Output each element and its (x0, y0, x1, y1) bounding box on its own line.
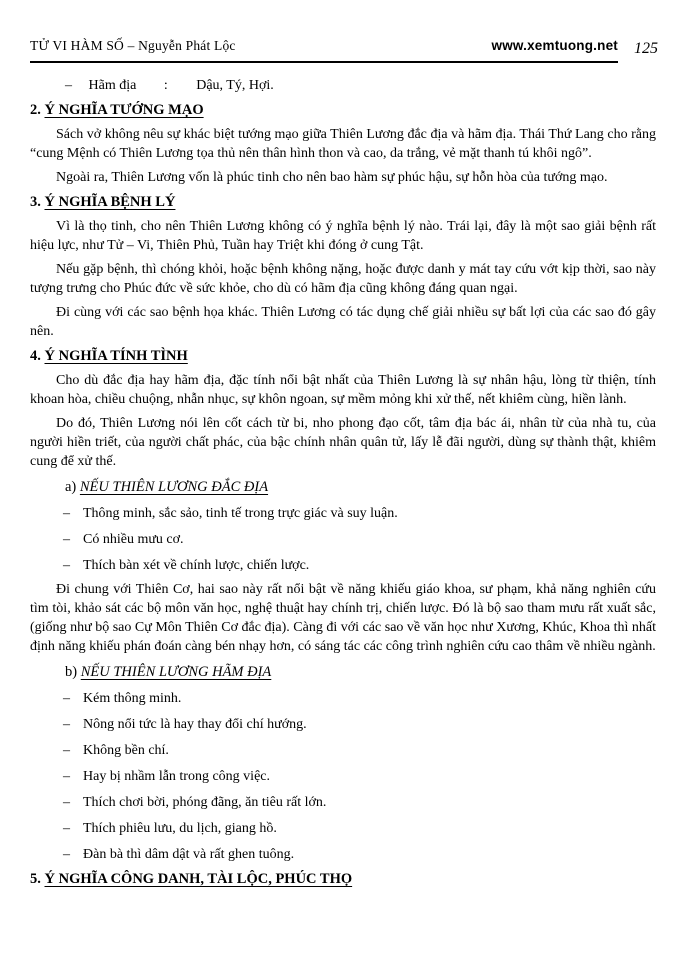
header-rule (30, 38, 618, 63)
bullet-item (63, 767, 656, 786)
bullet-text: Thích phiêu lưu, du lịch, giang hồ. (83, 821, 277, 836)
paragraph: Đi cùng với các sao bệnh họa khác. Thiên Lương có tác dụng chế giải nhiều sự bất lợi của các sao đó gây nên. (30, 305, 656, 339)
section-title: Ý NGHĨA TÍNH TÌNH (44, 348, 188, 364)
subsection-label: b) (65, 664, 78, 680)
section-heading-benh-ly (30, 192, 656, 212)
paragraph: Ngoài ra, Thiên Lương vốn là phúc tinh cho nên bao hàm sự phúc hậu, sự hỗn hòa của tướng mạo. (56, 170, 608, 185)
section-heading-tuong-mao (30, 100, 656, 120)
page-header (0, 0, 686, 63)
section-number: 3. (30, 194, 41, 210)
section-heading-tinh-tinh (30, 346, 656, 366)
website-url: www.xemtuong.net (491, 38, 618, 53)
dash-marker: – (63, 558, 70, 573)
dash-marker: – (63, 847, 70, 862)
dash-marker: – (63, 821, 70, 836)
dash-marker: – (63, 717, 70, 732)
subsection-label: a) (65, 479, 77, 495)
section-title: Ý NGHĨA TƯỚNG MẠO (44, 102, 204, 118)
bullet-item (63, 504, 656, 523)
section-number: 5. (30, 871, 41, 887)
ham-dia-value: Dậu, Tý, Hợi. (196, 78, 274, 93)
ham-dia-line (65, 76, 656, 95)
bullet-text: Nông nổi tức là hay thay đổi chí hướng. (83, 717, 307, 732)
bullet-text: Thông minh, sắc sảo, tinh tế trong trực giác và suy luận. (83, 506, 398, 521)
ham-dia-label: Hãm địa (88, 78, 137, 93)
bullet-item (63, 741, 656, 760)
section-title: Ý NGHĨA BỆNH LÝ (44, 194, 176, 210)
paragraph: Vì là thọ tinh, cho nên Thiên Lương không có ý nghĩa bệnh lý nào. Trái lại, đây là một sao giải bệnh rất hiệu lực, như Tử – Vi, Thiên Phủ, Tuần hay Triệt khi đóng ở cung Tật. (30, 219, 656, 253)
subsection-heading-ham-dia (65, 662, 656, 682)
dash-marker: – (63, 691, 70, 706)
paragraph: Do đó, Thiên Lương nói lên cốt cách từ bi, nho phong đạo cốt, tâm địa bác ái, nhân từ của nhà tu, của người hiền triết, của người chất phác, của bậc chính nhân quân tử, lấy lễ đãi người, dùng sự thành thật, khiêm cung để xử thế. (30, 416, 656, 469)
bullet-item (63, 715, 656, 734)
book-title: TỬ VI HÀM SỐ – Nguyễn Phát Lộc (30, 38, 236, 53)
bullet-text: Có nhiều mưu cơ. (83, 532, 184, 547)
bullet-item (63, 793, 656, 812)
section-number: 2. (30, 102, 41, 118)
dash-marker: – (63, 532, 70, 547)
subsection-title: NẾU THIÊN LƯƠNG ĐẮC ĐỊA (79, 479, 269, 495)
dash-marker: – (63, 506, 70, 521)
page-content (0, 63, 686, 889)
page-number: 125 (634, 40, 658, 57)
ham-dia-colon: : (163, 78, 168, 93)
paragraph: Nếu gặp bệnh, thì chóng khỏi, hoặc bệnh không nặng, hoặc được danh y mát tay cứu vớt kịp thời, sao này tượng trưng cho Phúc đức về sức khỏe, cho dù có hãm địa cũng không đáng quan ngại. (30, 262, 656, 296)
subsection-heading-dac-dia (65, 477, 656, 497)
bullet-text: Không bền chí. (83, 743, 169, 758)
bullet-item (63, 556, 656, 575)
bullet-text: Thích chơi bời, phóng đãng, ăn tiêu rất lớn. (83, 795, 327, 810)
subsection-title: NẾU THIÊN LƯƠNG HÃM ĐỊA (80, 664, 272, 680)
dash-marker: – (63, 743, 70, 758)
section-title: Ý NGHĨA CÔNG DANH, TÀI LỘC, PHÚC THỌ (44, 871, 353, 887)
bullet-item (63, 819, 656, 838)
dash-marker: – (63, 769, 70, 784)
dash-marker: – (65, 78, 72, 93)
bullet-text: Đàn bà thì dâm dật và rất ghen tuông. (83, 847, 295, 862)
bullet-item (63, 530, 656, 549)
bullet-item (63, 845, 656, 864)
paragraph: Đi chung với Thiên Cơ, hai sao này rất nổi bật về năng khiếu giáo khoa, sư phạm, khả năng nghiên cứu tìm tòi, khảo sát các bộ môn văn học, nghệ thuật hay chính trị, chiến lược. Đó là bộ sao tham mưu rất xuất sắc, (giống như bộ sao Cự Môn Thiên Cơ đắc địa). Càng đi với các sao về văn học như Xương, Khúc, Khoa thì nhất định năng khiếu phán đoán càng bén nhạy hơn, có sáng tác các công trình nghiên cứu cao thâm về nhiều ngành. (30, 582, 656, 654)
dash-marker: – (63, 795, 70, 810)
section-number: 4. (30, 348, 41, 364)
paragraph: Cho dù đắc địa hay hãm địa, đặc tính nổi bật nhất của Thiên Lương là sự nhân hậu, lòng từ thiện, tính khoan hòa, chiều chuộng, nhẫn nhục, sự khôn ngoan, sự mềm mỏng khi xử thế, nết khiêm cùng, hiền lành. (30, 373, 656, 407)
section-heading-cong-danh (30, 869, 656, 889)
paragraph: Sách vở không nêu sự khác biệt tướng mạo giữa Thiên Lương đắc địa và hãm địa. Thái Thứ Lang cho rằng “cung Mệnh có Thiên Lương tọa thủ nên thân hình thon và cao, da trắng, vẻ mặt thanh tú khôi ngô”. (30, 127, 656, 161)
bullet-text: Thích bàn xét về chính lược, chiến lược. (83, 558, 310, 573)
bullet-text: Kém thông minh. (83, 691, 182, 706)
bullet-text: Hay bị nhầm lẫn trong công việc. (83, 769, 271, 784)
bullet-item (63, 689, 656, 708)
